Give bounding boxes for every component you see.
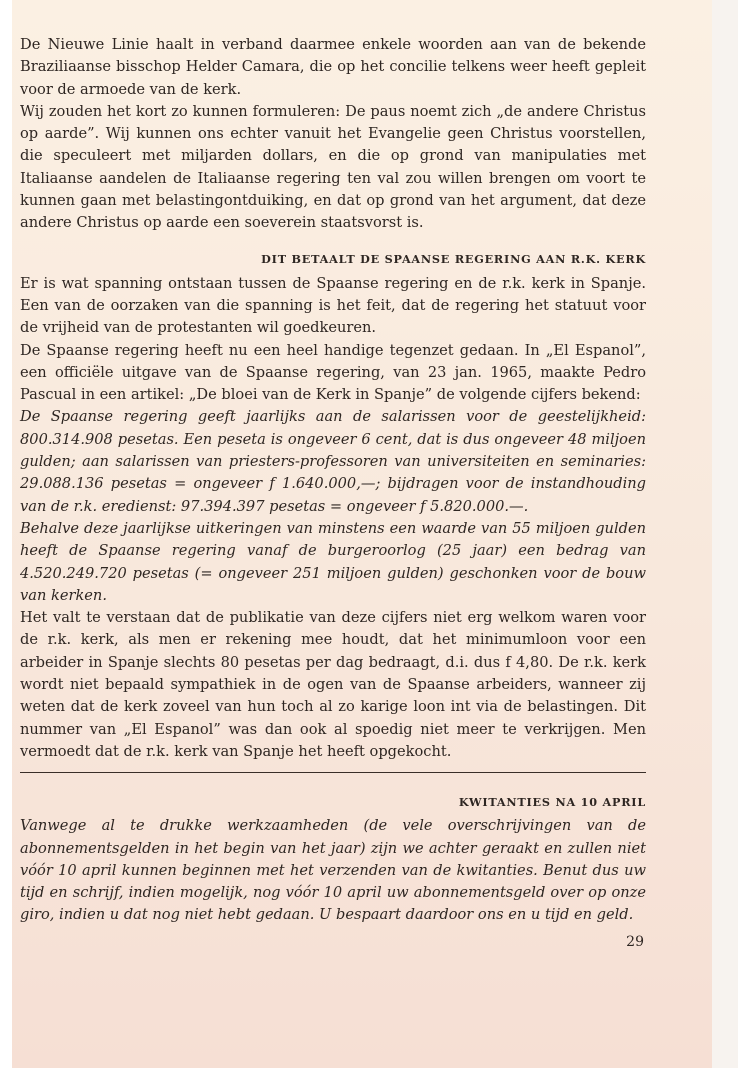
section-heading-receipts: KWITANTIES NA 10 APRIL bbox=[458, 795, 646, 810]
document-body bbox=[20, 34, 646, 953]
section1-paragraph-1: Er is wat spanning ontstaan tussen de Spaanse regering en de r.k. kerk in Spanje. Een van de oorzaken van die spanning is het feit, dat de regering het statuut voor de vrijheid van de protestanten wil goedkeuren. bbox=[20, 274, 646, 337]
page-edge bbox=[712, 0, 738, 1068]
section1-italic-quote-2: Behalve deze jaarlijkse uitkeringen van minstens een waarde van 55 miljoen gulden heeft de Spaanse regering vanaf de burgeroorlog (25 jaar) een bedrag van 4.520.249.720 pesetas (= ongeveer 251 miljoen gulden) geschonken voor de bouw van kerken. bbox=[20, 519, 646, 604]
page-number: 29 bbox=[626, 933, 644, 950]
section-divider bbox=[20, 772, 646, 773]
intro-paragraph-1: De Nieuwe Linie haalt in verband daarmee enkele woorden aan van de bekende Braziliaanse bisschop Helder Camara, die op het concilie telkens weer heeft gepleit voor de armoede van de kerk. bbox=[20, 36, 646, 98]
section2-italic-notice: Vanwege al te drukke werkzaamheden (de vele overschrijvingen van de abonnementsgelden in het begin van het jaar) zijn we achter geraakt en zullen niet vóór 10 april kunnen beginnen met het verzenden van de kwitanties. Benut dus uw tijd en schrijf, indien mogelijk, nog vóór 10 april uw abonnementsgeld over op onze giro, indien u dat nog niet hebt gedaan. U bespaart daardoor ons en u tijd en geld. bbox=[20, 817, 646, 924]
section1-paragraph-3: Het valt te verstaan dat de publikatie van deze cijfers niet erg welkom waren voor de r.k. kerk, als men er rekening mee houdt, dat het minimumloon voor een arbeider in Spanje slechts 80 pesetas per dag bedraagt, d.i. dus f 4,80. De r.k. kerk wordt niet bepaald sympathiek in de ogen van de Spaanse arbeiders, wanneer zij weten dat de kerk zoveel van hun toch al zo karige loon int via de belastingen. Dit nummer van „El Espanol” was dan ook al spoedig niet meer te verkrijgen. Men vermoedt dat de r.k. kerk van Spanje het heeft opgekocht. bbox=[20, 609, 646, 760]
section1-paragraph-2: De Spaanse regering heeft nu een heel handige tegenzet gedaan. In „El Espanol”, een officiële uitgave van de Spaanse regering, van 23 jan. 1965, maakte Pedro Pascual in een artikel: „De bloei van de Kerk in Spanje” de volgende cijfers bekend: bbox=[20, 341, 646, 404]
section-heading-spanish-government: DIT BETAALT DE SPAANSE REGERING AAN R.K. KERK bbox=[261, 251, 646, 266]
intro-paragraph-2: Wij zouden het kort zo kunnen formuleren: De paus noemt zich „de andere Christus op aarde”. Wij kunnen ons echter vanuit het Evangelie geen Christus voorstellen, die speculeert met miljarden dollars, en die op grond van manipulaties met Italiaanse aandelen de Italiaanse regering ten val zou willen brengen om voort te kunnen gaan met belastingontduiking, en dat op grond van het argument, dat deze andere Christus op aarde een soeverein staatsvorst is. bbox=[20, 102, 646, 232]
section1-italic-quote-1: De Spaanse regering geeft jaarlijks aan de salarissen voor de geestelijkheid: 800.314.908 pesetas. Een peseta is ongeveer 6 cent, dat is dus ongeveer 48 miljoen gulden; aan salarissen van priesters-professoren van universiteiten en seminaries: 29.088.136 pesetas = ongeveer f 1.640.000,—; bijdragen voor de instandhouding van de r.k. eredienst: 97.394.397 pesetas = ongeveer f 5.820.000.—. bbox=[20, 408, 646, 515]
